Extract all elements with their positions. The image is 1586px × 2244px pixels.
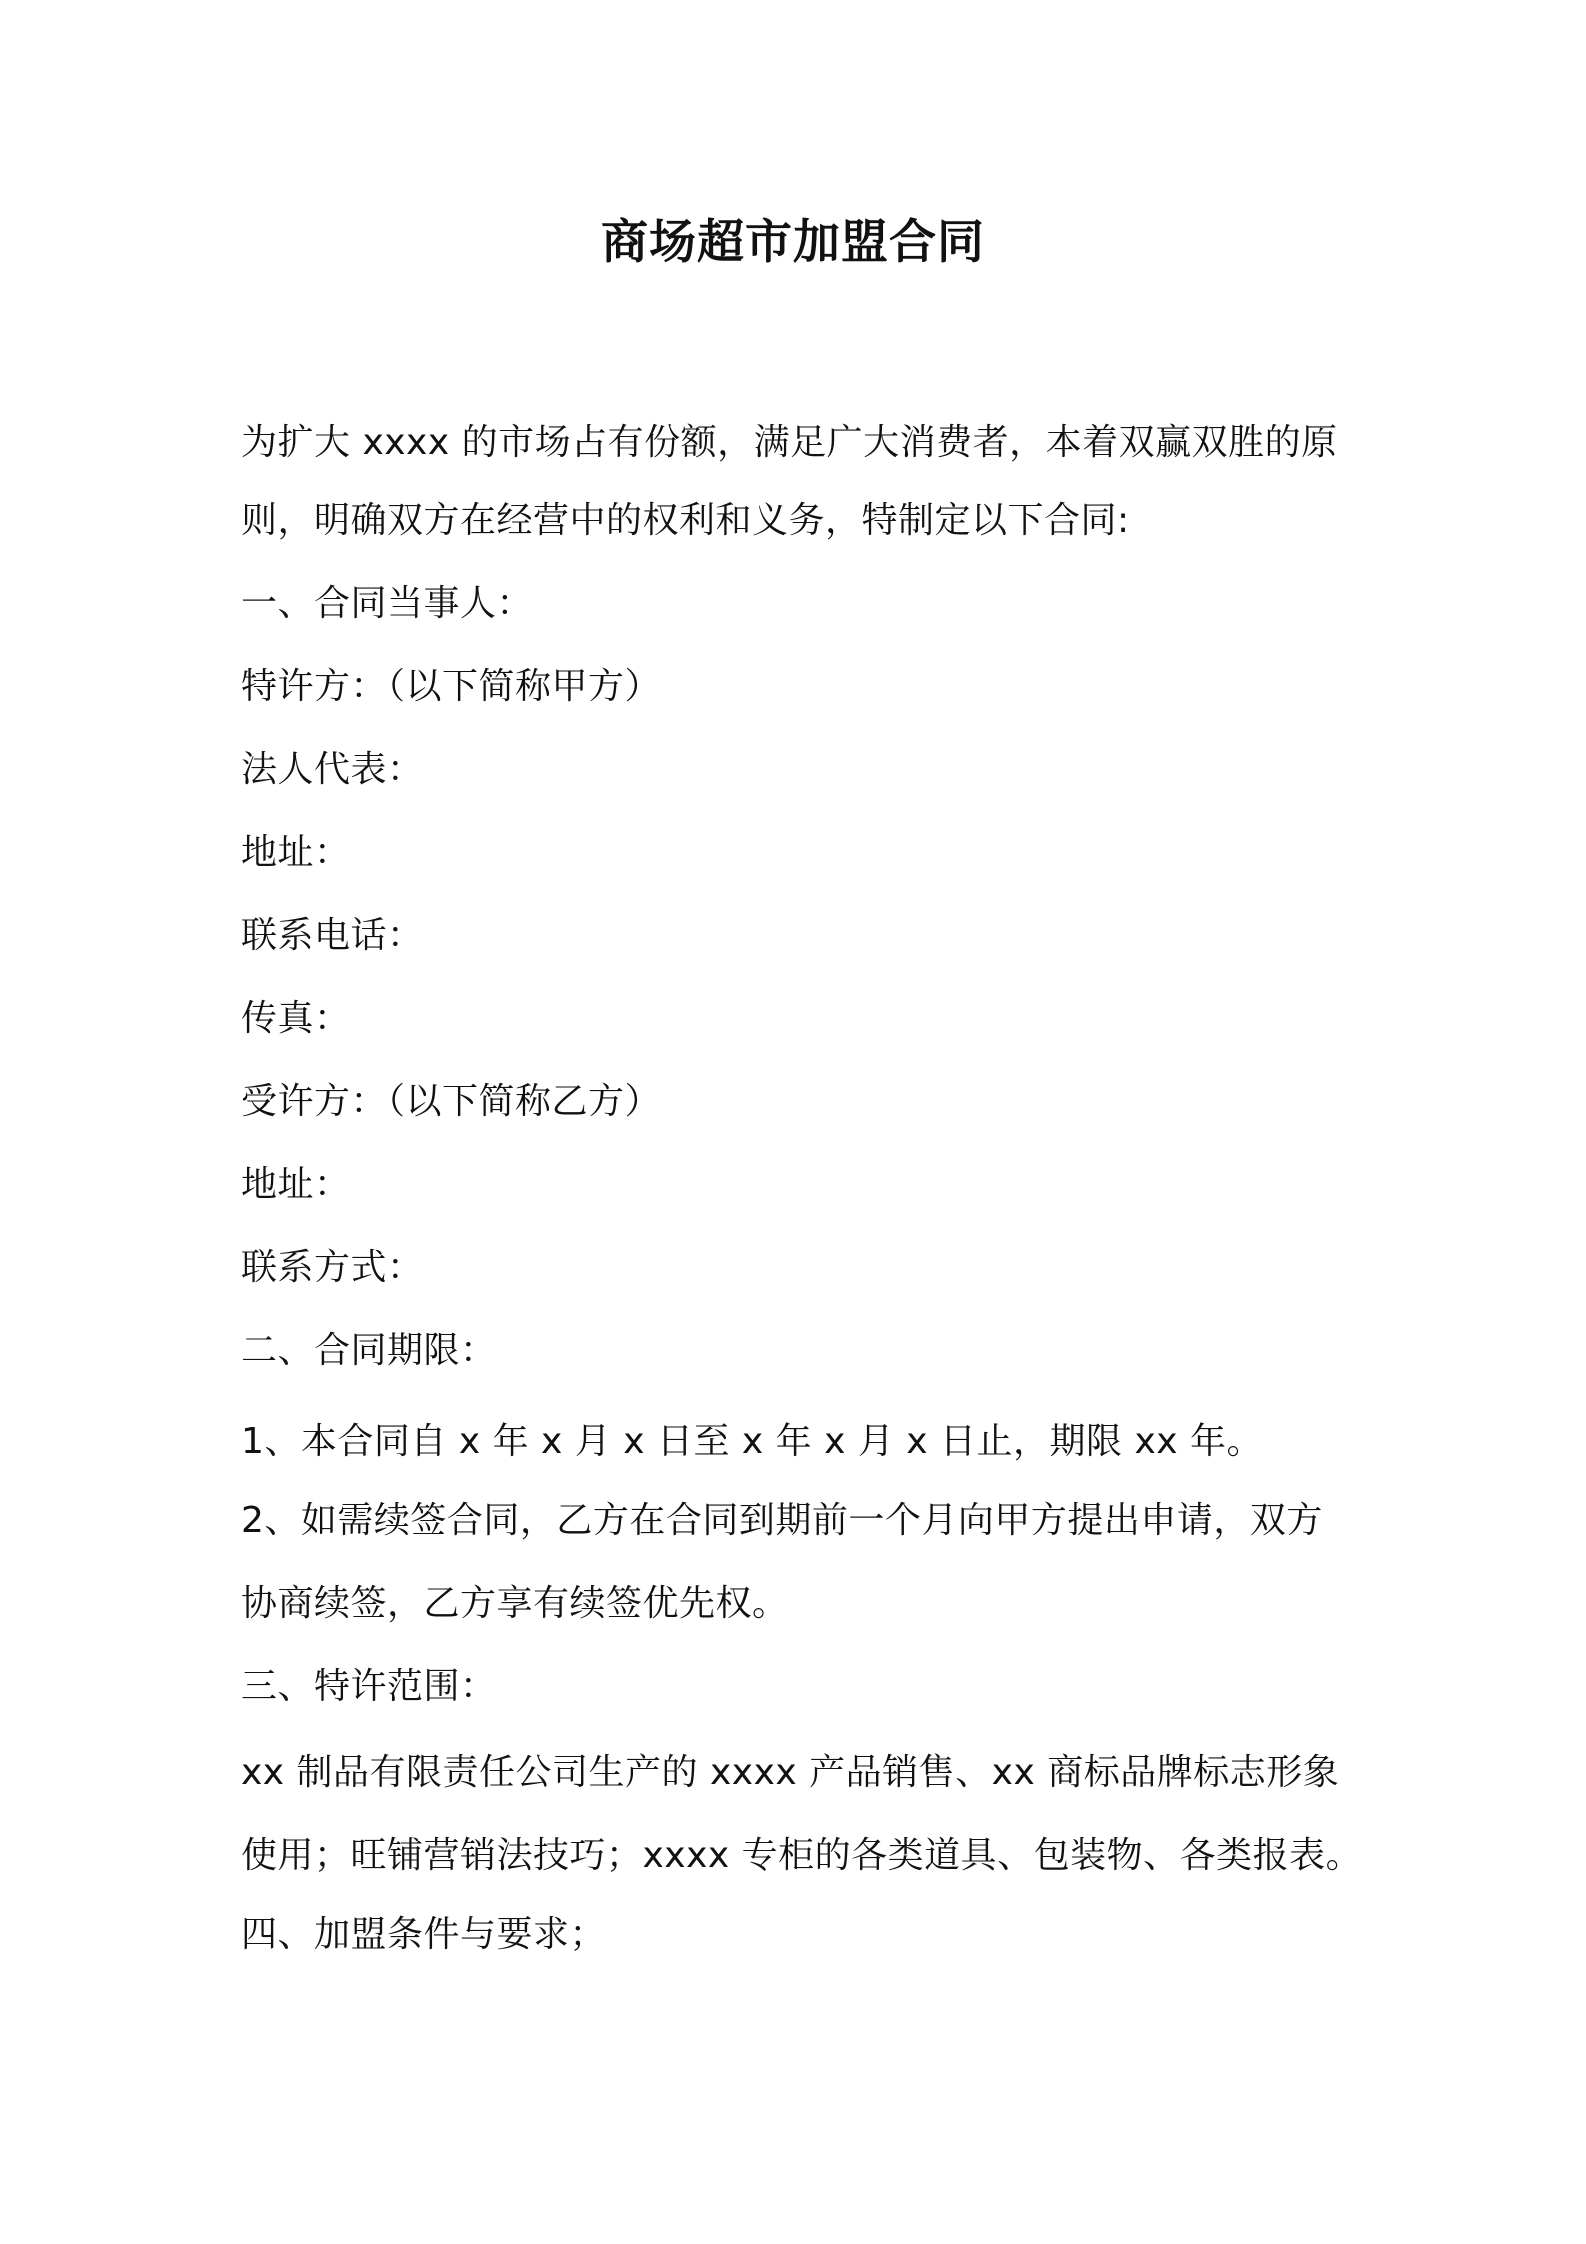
section-heading: 四、加盟条件与要求； (241, 1914, 607, 1955)
section-heading: 二、合同期限： (241, 1330, 497, 1371)
clause-line: 协商续签，乙方享有续签优先权。 (241, 1583, 789, 1624)
clause-line: 1、本合同自 x 年 x 月 x 日至 x 年 x 月 x 日止，期限 xx 年。 (241, 1421, 1264, 1462)
clause-line: 2、如需续签合同，乙方在合同到期前一个月向甲方提出申请，双方 (241, 1500, 1323, 1541)
fax-label: 传真： (241, 998, 351, 1039)
paragraph-line: 为扩大 xxxx 的市场占有份额，满足广大消费者，本着双赢双胜的原 (241, 422, 1338, 463)
contact-label: 联系方式： (241, 1247, 424, 1288)
section-heading: 三、特许范围： (241, 1666, 497, 1707)
section-heading: 一、合同当事人： (241, 583, 534, 624)
legal-representative-label: 法人代表： (241, 749, 424, 790)
phone-label: 联系电话： (241, 915, 424, 956)
party-a-label: 特许方：（以下简称甲方） (241, 666, 662, 707)
document-title: 商场超市加盟合同 (601, 215, 985, 270)
paragraph-line: 则，明确双方在经营中的权利和义务，特制定以下合同: (241, 500, 1130, 541)
party-b-address-label: 地址： (241, 1164, 351, 1205)
party-b-label: 受许方：（以下简称乙方） (241, 1081, 662, 1122)
paragraph-line: 使用；旺铺营销法技巧；xxxx 专柜的各类道具、包装物、各类报表。 (241, 1835, 1363, 1876)
party-a-address-label: 地址： (241, 832, 351, 873)
paragraph-line: xx 制品有限责任公司生产的 xxxx 产品销售、xx 商标品牌标志形象 (241, 1752, 1340, 1793)
